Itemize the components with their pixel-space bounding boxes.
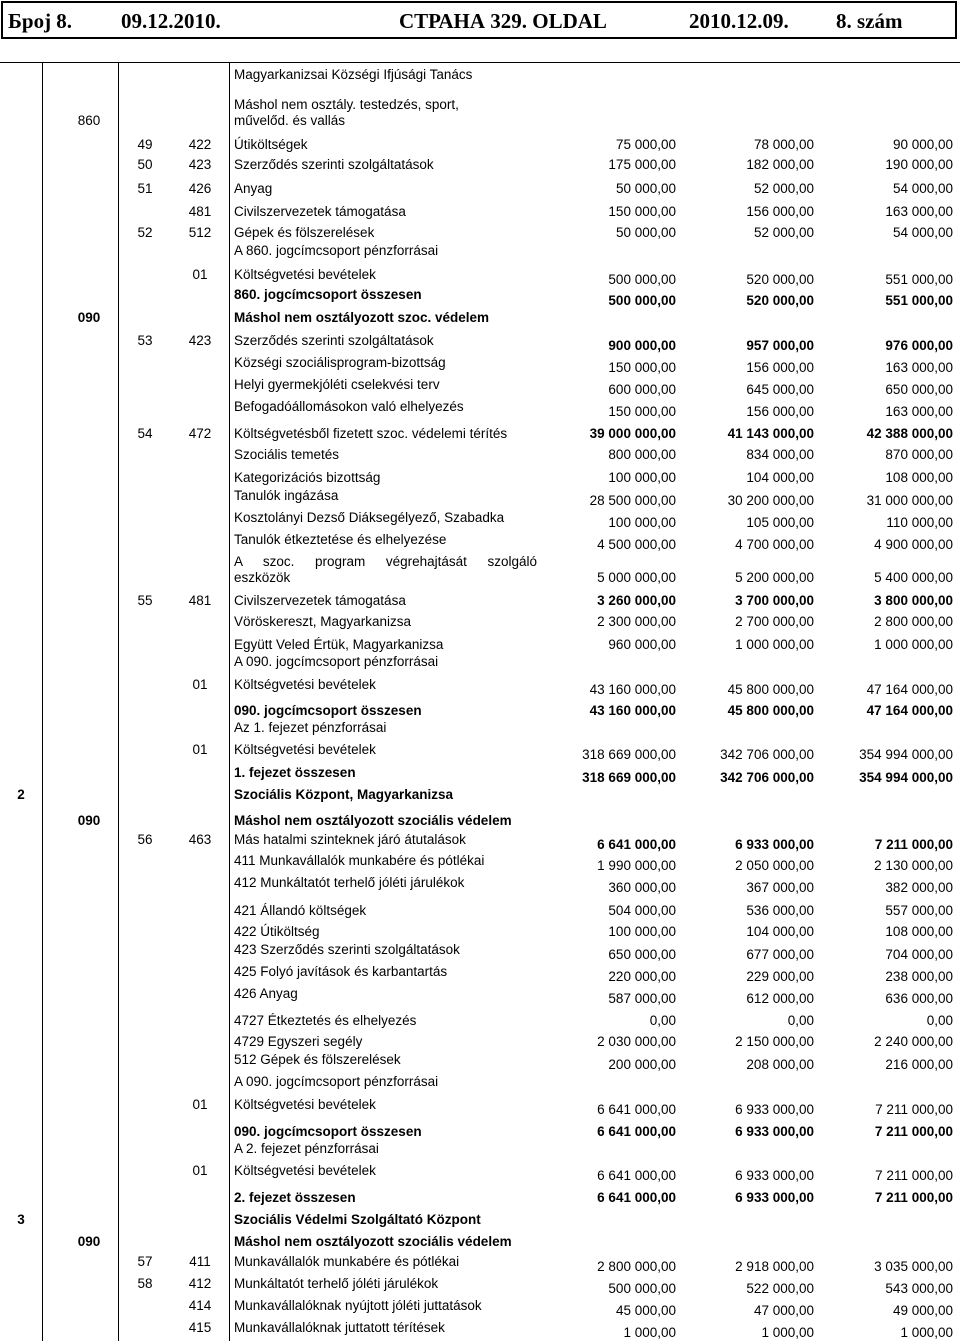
value-2013: 54 000,00 bbox=[892, 225, 953, 240]
account-code: 01 bbox=[192, 1097, 208, 1112]
value-2012: 6 933 000,00 bbox=[735, 837, 814, 852]
function-code: 860 bbox=[77, 113, 101, 128]
account-code: 422 bbox=[188, 137, 212, 152]
item-position: 57 bbox=[137, 1254, 153, 1269]
value-2012: 520 000,00 bbox=[746, 293, 814, 308]
grid-line bbox=[0, 62, 960, 63]
value-2012: 52 000,00 bbox=[753, 225, 814, 240]
value-2012: 229 000,00 bbox=[746, 969, 814, 984]
item-description: 422 Útiköltség bbox=[234, 924, 320, 939]
value-2012: 2 700 000,00 bbox=[735, 614, 814, 629]
value-2011: 100 000,00 bbox=[608, 515, 676, 530]
value-2013: 90 000,00 bbox=[892, 137, 953, 152]
item-description: Tanulók ingázása bbox=[234, 488, 339, 503]
item-description: 4727 Étkeztetés és elhelyezés bbox=[234, 1013, 417, 1028]
item-description: Költségvetési bevételek bbox=[234, 1097, 376, 1112]
item-description: Más hatalmi szinteknek járó átutalások bbox=[234, 832, 466, 847]
account-code: 412 bbox=[188, 1276, 212, 1291]
item-description: 425 Folyó javítások és karbantartás bbox=[234, 964, 448, 979]
value-2011: 5 000 000,00 bbox=[597, 570, 676, 585]
value-2013: 54 000,00 bbox=[892, 181, 953, 196]
item-description: 090. jogcímcsoport összesen bbox=[234, 703, 422, 718]
value-2013: 163 000,00 bbox=[885, 204, 953, 219]
account-code: 01 bbox=[192, 267, 208, 282]
account-code: 481 bbox=[188, 593, 212, 608]
item-description: Útiköltségek bbox=[234, 137, 308, 152]
item-description: Magyarkanizsai Községi Ifjúsági Tanács bbox=[234, 67, 473, 82]
value-2011: 500 000,00 bbox=[608, 1281, 676, 1296]
value-2012: 156 000,00 bbox=[746, 360, 814, 375]
value-2013: 543 000,00 bbox=[885, 1281, 953, 1296]
item-description: 090. jogcímcsoport összesen bbox=[234, 1124, 422, 1139]
issue-number-hu: 8. szám bbox=[836, 9, 903, 33]
issue-date-hu: 2010.12.09. bbox=[689, 9, 789, 33]
value-2013: 636 000,00 bbox=[885, 991, 953, 1006]
value-2012: 4 700 000,00 bbox=[735, 537, 814, 552]
item-description: Máshol nem osztály. testedzés, sport, bbox=[234, 97, 459, 112]
item-description: 411 Munkavállalók munkabére és pótlékai bbox=[234, 853, 485, 868]
value-2011: 1 000,00 bbox=[623, 1325, 676, 1340]
value-2012: 612 000,00 bbox=[746, 991, 814, 1006]
item-description: Helyi gyermekjóléti cselekvési terv bbox=[234, 377, 440, 392]
value-2011: 4 500 000,00 bbox=[597, 537, 676, 552]
item-position: 49 bbox=[137, 137, 153, 152]
value-2012: 2 050 000,00 bbox=[735, 858, 814, 873]
value-2013: 2 130 000,00 bbox=[874, 858, 953, 873]
value-2012: 6 933 000,00 bbox=[735, 1168, 814, 1183]
item-description: eszközök bbox=[234, 570, 291, 585]
item-description: Szerződés szerinti szolgáltatások bbox=[234, 157, 434, 172]
value-2013: 42 388 000,00 bbox=[866, 426, 953, 441]
value-2012: 105 000,00 bbox=[746, 515, 814, 530]
item-description: Máshol nem osztályozott szociális védelem bbox=[234, 813, 512, 828]
value-2013: 1 000,00 bbox=[900, 1325, 953, 1340]
value-2012: 0,00 bbox=[787, 1013, 814, 1028]
value-2011: 6 641 000,00 bbox=[597, 1124, 676, 1139]
value-2012: 156 000,00 bbox=[746, 204, 814, 219]
item-description: A szoc. program végrehajtását szolgáló bbox=[234, 554, 537, 569]
account-code: 481 bbox=[188, 204, 212, 219]
value-2012: 6 933 000,00 bbox=[735, 1190, 814, 1205]
item-position: 58 bbox=[137, 1276, 153, 1291]
value-2012: 342 706 000,00 bbox=[720, 770, 814, 785]
grid-line bbox=[42, 62, 43, 1341]
value-2012: 367 000,00 bbox=[746, 880, 814, 895]
grid-line bbox=[118, 62, 119, 1341]
value-2011: 39 000 000,00 bbox=[589, 426, 676, 441]
value-2012: 520 000,00 bbox=[746, 272, 814, 287]
value-2013: 7 211 000,00 bbox=[874, 837, 953, 852]
item-description: A 2. fejezet pénzforrásai bbox=[234, 1141, 379, 1156]
account-code: 423 bbox=[188, 157, 212, 172]
item-description: Máshol nem osztályozott szociális védelem bbox=[234, 1234, 512, 1249]
value-2011: 2 030 000,00 bbox=[597, 1034, 676, 1049]
value-2011: 2 800 000,00 bbox=[597, 1259, 676, 1274]
value-2013: 190 000,00 bbox=[885, 157, 953, 172]
item-description: Befogadóállomásokon való elhelyezés bbox=[234, 399, 464, 414]
value-2013: 650 000,00 bbox=[885, 382, 953, 397]
item-description: 2. fejezet összesen bbox=[234, 1190, 356, 1205]
value-2012: 45 800 000,00 bbox=[727, 682, 814, 697]
item-description: A 090. jogcímcsoport pénzforrásai bbox=[234, 1074, 439, 1089]
value-2011: 318 669 000,00 bbox=[582, 770, 676, 785]
value-2011: 28 500 000,00 bbox=[589, 493, 676, 508]
value-2011: 318 669 000,00 bbox=[582, 747, 676, 762]
item-description: 423 Szerződés szerinti szolgáltatások bbox=[234, 942, 460, 957]
value-2012: 536 000,00 bbox=[746, 903, 814, 918]
value-2012: 41 143 000,00 bbox=[727, 426, 814, 441]
value-2012: 342 706 000,00 bbox=[720, 747, 814, 762]
value-2013: 238 000,00 bbox=[885, 969, 953, 984]
item-description: Községi szociálisprogram-bizottság bbox=[234, 355, 446, 370]
value-2013: 110 000,00 bbox=[886, 515, 953, 530]
item-description: Munkavállalóknak nyújtott jóléti juttatások bbox=[234, 1298, 482, 1313]
value-2012: 47 000,00 bbox=[753, 1303, 814, 1318]
value-2013: 216 000,00 bbox=[885, 1057, 953, 1072]
value-2011: 150 000,00 bbox=[608, 360, 676, 375]
value-2013: 7 211 000,00 bbox=[874, 1190, 953, 1205]
value-2011: 175 000,00 bbox=[608, 157, 676, 172]
item-position: 54 bbox=[137, 426, 153, 441]
account-code: 01 bbox=[192, 742, 208, 757]
value-2013: 4 900 000,00 bbox=[874, 537, 953, 552]
value-2011: 500 000,00 bbox=[608, 272, 676, 287]
grid-line bbox=[229, 62, 230, 1341]
value-2011: 650 000,00 bbox=[608, 947, 676, 962]
issue-number: Броj 8. bbox=[8, 9, 73, 33]
value-2013: 354 994 000,00 bbox=[859, 770, 953, 785]
value-2011: 900 000,00 bbox=[608, 338, 676, 353]
item-description: 412 Munkáltatót terhelő jóléti járulékok bbox=[234, 875, 465, 890]
item-description: Gépek és fölszerelések bbox=[234, 225, 375, 240]
value-2011: 50 000,00 bbox=[615, 225, 676, 240]
value-2012: 3 700 000,00 bbox=[735, 593, 814, 608]
account-code: 426 bbox=[188, 181, 212, 196]
account-code: 01 bbox=[192, 1163, 208, 1178]
item-position: 53 bbox=[137, 333, 153, 348]
item-description: Anyag bbox=[234, 181, 273, 196]
item-description: Civilszervezetek támogatása bbox=[234, 593, 406, 608]
value-2012: 834 000,00 bbox=[746, 447, 814, 462]
value-2012: 645 000,00 bbox=[746, 382, 814, 397]
page-number: СТРАНА 329. OLDAL bbox=[399, 9, 607, 33]
value-2012: 78 000,00 bbox=[753, 137, 814, 152]
value-2013: 108 000,00 bbox=[885, 470, 953, 485]
value-2012: 52 000,00 bbox=[753, 181, 814, 196]
item-description: Máshol nem osztályozott szoc. védelem bbox=[234, 310, 490, 325]
issue-date: 09.12.2010. bbox=[121, 9, 221, 33]
chapter-number: 3 bbox=[17, 1212, 25, 1227]
value-2013: 870 000,00 bbox=[885, 447, 953, 462]
value-2013: 7 211 000,00 bbox=[875, 1168, 953, 1183]
value-2012: 182 000,00 bbox=[746, 157, 814, 172]
value-2013: 1 000 000,00 bbox=[874, 637, 953, 652]
value-2011: 150 000,00 bbox=[608, 204, 676, 219]
item-description: Költségvetési bevételek bbox=[234, 1163, 376, 1178]
page-header bbox=[1, 1, 957, 39]
item-description: Költségvetési bevételek bbox=[234, 267, 376, 282]
account-code: 01 bbox=[192, 677, 208, 692]
item-description: Munkavállalók munkabére és pótlékai bbox=[234, 1254, 460, 1269]
function-code: 090 bbox=[77, 813, 101, 828]
value-2011: 500 000,00 bbox=[608, 293, 676, 308]
value-2011: 0,00 bbox=[649, 1013, 676, 1028]
value-2013: 31 000 000,00 bbox=[866, 493, 953, 508]
item-description: Munkavállalóknak juttatott térítések bbox=[234, 1320, 445, 1335]
item-description: 4729 Egyszeri segély bbox=[234, 1034, 363, 1049]
item-description: 1. fejezet összesen bbox=[234, 765, 356, 780]
value-2011: 800 000,00 bbox=[608, 447, 676, 462]
value-2011: 6 641 000,00 bbox=[597, 1102, 676, 1117]
value-2013: 3 035 000,00 bbox=[874, 1259, 953, 1274]
account-code: 411 bbox=[189, 1254, 211, 1269]
value-2012: 104 000,00 bbox=[746, 470, 814, 485]
value-2012: 45 800 000,00 bbox=[727, 703, 814, 718]
account-code: 512 bbox=[188, 225, 212, 240]
value-2013: 108 000,00 bbox=[885, 924, 953, 939]
value-2012: 156 000,00 bbox=[746, 404, 814, 419]
function-code: 090 bbox=[77, 310, 101, 325]
value-2011: 504 000,00 bbox=[608, 903, 676, 918]
value-2011: 150 000,00 bbox=[608, 404, 676, 419]
value-2013: 2 800 000,00 bbox=[874, 614, 953, 629]
value-2013: 354 994 000,00 bbox=[859, 747, 953, 762]
account-code: 423 bbox=[188, 333, 212, 348]
function-code: 090 bbox=[77, 1234, 101, 1249]
value-2011: 100 000,00 bbox=[608, 924, 676, 939]
value-2013: 3 800 000,00 bbox=[874, 593, 953, 608]
item-description: A 090. jogcímcsoport pénzforrásai bbox=[234, 654, 439, 669]
value-2011: 100 000,00 bbox=[608, 470, 676, 485]
value-2012: 30 200 000,00 bbox=[727, 493, 814, 508]
item-description: Tanulók étkeztetése és elhelyezése bbox=[234, 532, 447, 547]
value-2013: 2 240 000,00 bbox=[874, 1034, 953, 1049]
value-2011: 6 641 000,00 bbox=[597, 837, 676, 852]
item-description: Munkáltatót terhelő jóléti járulékok bbox=[234, 1276, 439, 1291]
value-2013: 47 164 000,00 bbox=[866, 703, 953, 718]
item-description: Szerződés szerinti szolgáltatások bbox=[234, 333, 434, 348]
value-2013: 7 211 000,00 bbox=[874, 1124, 953, 1139]
item-position: 51 bbox=[137, 181, 153, 196]
value-2013: 49 000,00 bbox=[892, 1303, 953, 1318]
value-2012: 6 933 000,00 bbox=[735, 1124, 814, 1139]
value-2011: 6 641 000,00 bbox=[597, 1168, 676, 1183]
item-description: Civilszervezetek támogatása bbox=[234, 204, 406, 219]
account-code: 472 bbox=[188, 426, 212, 441]
value-2013: 551 000,00 bbox=[885, 272, 953, 287]
chapter-number: 2 bbox=[17, 787, 25, 802]
value-2013: 557 000,00 bbox=[885, 903, 953, 918]
item-description: Költségvetési bevételek bbox=[234, 742, 376, 757]
value-2011: 960 000,00 bbox=[608, 637, 676, 652]
value-2011: 200 000,00 bbox=[608, 1057, 676, 1072]
item-description: művelőd. és vallás bbox=[234, 113, 346, 128]
item-position: 55 bbox=[137, 593, 153, 608]
value-2013: 704 000,00 bbox=[885, 947, 953, 962]
value-2012: 677 000,00 bbox=[746, 947, 814, 962]
value-2011: 43 160 000,00 bbox=[589, 703, 676, 718]
value-2013: 5 400 000,00 bbox=[874, 570, 953, 585]
item-description: 860. jogcímcsoport összesen bbox=[234, 287, 422, 302]
item-description: Szociális Központ, Magyarkanizsa bbox=[234, 787, 454, 802]
value-2012: 2 918 000,00 bbox=[735, 1259, 814, 1274]
item-description: A 860. jogcímcsoport pénzforrásai bbox=[234, 243, 439, 258]
value-2013: 163 000,00 bbox=[885, 360, 953, 375]
item-description: Kategorizációs bizottság bbox=[234, 470, 381, 485]
value-2012: 522 000,00 bbox=[746, 1281, 814, 1296]
item-description: Együtt Veled Értük, Magyarkanizsa bbox=[234, 637, 444, 652]
item-position: 52 bbox=[137, 225, 153, 240]
account-code: 415 bbox=[188, 1320, 212, 1335]
item-description: Kosztolányi Dezső Diáksegélyező, Szabadka bbox=[234, 510, 505, 525]
value-2011: 50 000,00 bbox=[615, 181, 676, 196]
account-code: 463 bbox=[188, 832, 212, 847]
value-2013: 551 000,00 bbox=[885, 293, 953, 308]
value-2012: 104 000,00 bbox=[746, 924, 814, 939]
value-2013: 7 211 000,00 bbox=[875, 1102, 953, 1117]
value-2012: 5 200 000,00 bbox=[735, 570, 814, 585]
account-code: 414 bbox=[188, 1298, 212, 1313]
value-2012: 208 000,00 bbox=[746, 1057, 814, 1072]
value-2011: 1 990 000,00 bbox=[597, 858, 676, 873]
item-description: 421 Állandó költségek bbox=[234, 903, 367, 918]
value-2012: 957 000,00 bbox=[746, 338, 814, 353]
value-2012: 1 000,00 bbox=[761, 1325, 814, 1340]
value-2011: 600 000,00 bbox=[608, 382, 676, 397]
item-description: Az 1. fejezet pénzforrásai bbox=[234, 720, 387, 735]
value-2013: 976 000,00 bbox=[885, 338, 953, 353]
value-2011: 587 000,00 bbox=[608, 991, 676, 1006]
value-2011: 45 000,00 bbox=[615, 1303, 676, 1318]
item-description: Vöröskereszt, Magyarkanizsa bbox=[234, 614, 412, 629]
value-2011: 2 300 000,00 bbox=[597, 614, 676, 629]
value-2013: 382 000,00 bbox=[885, 880, 953, 895]
item-description: Szociális Védelmi Szolgáltató Központ bbox=[234, 1212, 481, 1227]
item-description: Szociális temetés bbox=[234, 447, 340, 462]
item-description: Költségvetési bevételek bbox=[234, 677, 376, 692]
value-2011: 220 000,00 bbox=[608, 969, 676, 984]
item-position: 50 bbox=[137, 157, 153, 172]
value-2013: 47 164 000,00 bbox=[866, 682, 953, 697]
item-description: 426 Anyag bbox=[234, 986, 298, 1001]
value-2013: 0,00 bbox=[926, 1013, 953, 1028]
value-2012: 6 933 000,00 bbox=[735, 1102, 814, 1117]
item-position: 56 bbox=[137, 832, 153, 847]
value-2011: 3 260 000,00 bbox=[597, 593, 676, 608]
value-2011: 75 000,00 bbox=[615, 137, 676, 152]
value-2011: 360 000,00 bbox=[608, 880, 676, 895]
item-description: 512 Gépek és fölszerelések bbox=[234, 1052, 401, 1067]
value-2013: 163 000,00 bbox=[885, 404, 953, 419]
value-2011: 43 160 000,00 bbox=[589, 682, 676, 697]
value-2012: 1 000 000,00 bbox=[735, 637, 814, 652]
item-description: Költségvetésből fizetett szoc. védelemi térítés bbox=[234, 426, 508, 441]
value-2011: 6 641 000,00 bbox=[597, 1190, 676, 1205]
value-2012: 2 150 000,00 bbox=[735, 1034, 814, 1049]
